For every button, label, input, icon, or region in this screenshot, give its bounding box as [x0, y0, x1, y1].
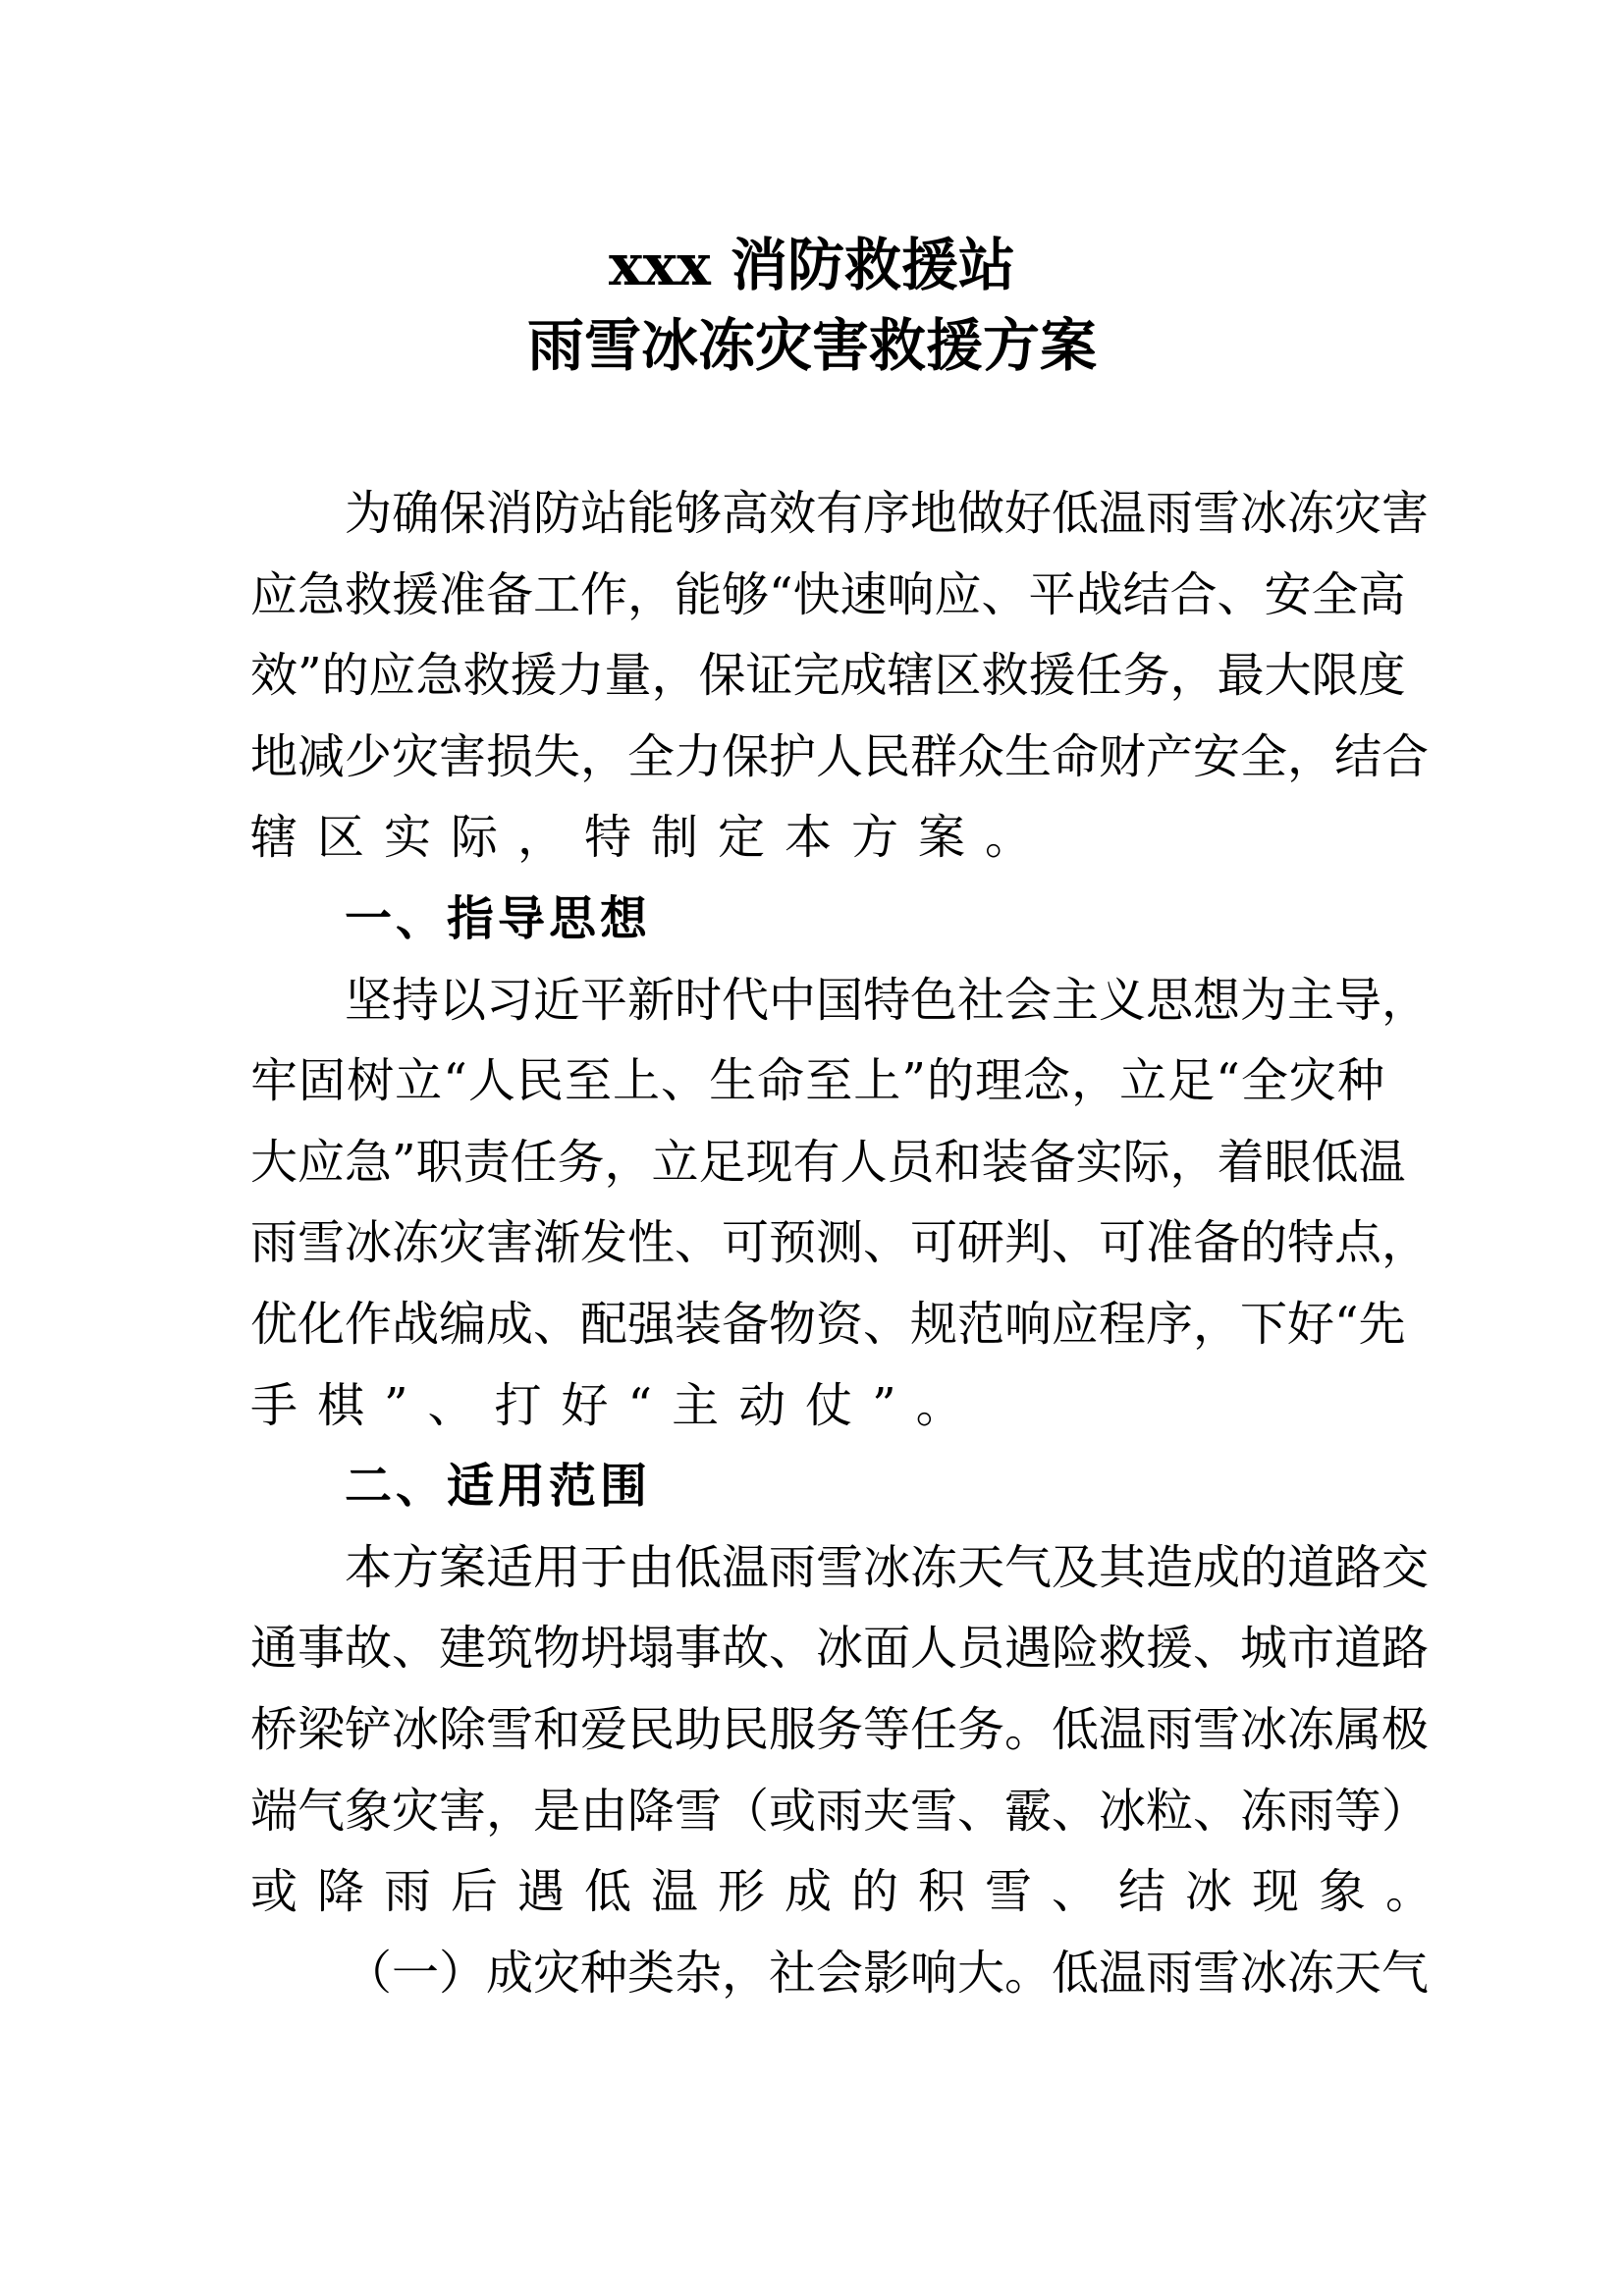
paragraph-line: 辖区实际，特制定本方案。: [250, 810, 1053, 865]
paragraph-line: 地减少灾害损失，全力保护人民群众生命财产安全，结合: [250, 729, 1430, 784]
paragraph-line: 为确保消防站能够高效有序地做好低温雨雪冰冻灾害: [345, 486, 1430, 541]
paragraph-line: （一）成灾种类杂，社会影响大。低温雨雪冰冻天气: [345, 1946, 1430, 2001]
paragraph-line: 雨雪冰冻灾害渐发性、可预测、可研判、可准备的特点，: [250, 1215, 1430, 1270]
paragraph-line: 通事故、建筑物坍塌事故、冰面人员遇险救援、城市道路: [250, 1621, 1430, 1676]
paragraph-line: 牢固树立“人民至上、生命至上”的理念，立足“全灾种: [250, 1053, 1384, 1108]
paragraph-line: 或降雨后遇低温形成的积雪、结冰现象。: [250, 1864, 1453, 1919]
paragraph-line: 大应急”职责任务，立足现有人员和装备实际，着眼低温: [250, 1135, 1406, 1190]
paragraph-line: 效”的应急救援力量，保证完成辖区救援任务，最大限度: [250, 648, 1406, 703]
paragraph-line: 手棋”、打好“主动仗”。: [250, 1378, 983, 1433]
paragraph-line: 应急救援准备工作，能够“快速响应、平战结合、安全高: [250, 567, 1406, 622]
paragraph-line: 本方案适用于由低温雨雪冰冻天气及其造成的道路交: [345, 1540, 1430, 1595]
section-heading: 二、适用范围: [345, 1459, 652, 1514]
document-title-line-1: xxx 消防救援站: [609, 232, 1015, 298]
paragraph-line: 坚持以习近平新时代中国特色社会主义思想为主导，: [345, 973, 1430, 1028]
section-heading: 一、指导思想: [345, 891, 652, 946]
paragraph-line: 桥梁铲冰除雪和爱民助民服务等任务。低温雨雪冰冻属极: [250, 1702, 1430, 1757]
paragraph-line: 优化作战编成、配强装备物资、规范响应程序，下好“先: [250, 1297, 1406, 1352]
paragraph-line: 端气象灾害，是由降雪（或雨夹雪、霰、冰粒、冻雨等）: [250, 1784, 1430, 1839]
document-title-line-2: 雨雪冰冻灾害救援方案: [526, 312, 1097, 379]
